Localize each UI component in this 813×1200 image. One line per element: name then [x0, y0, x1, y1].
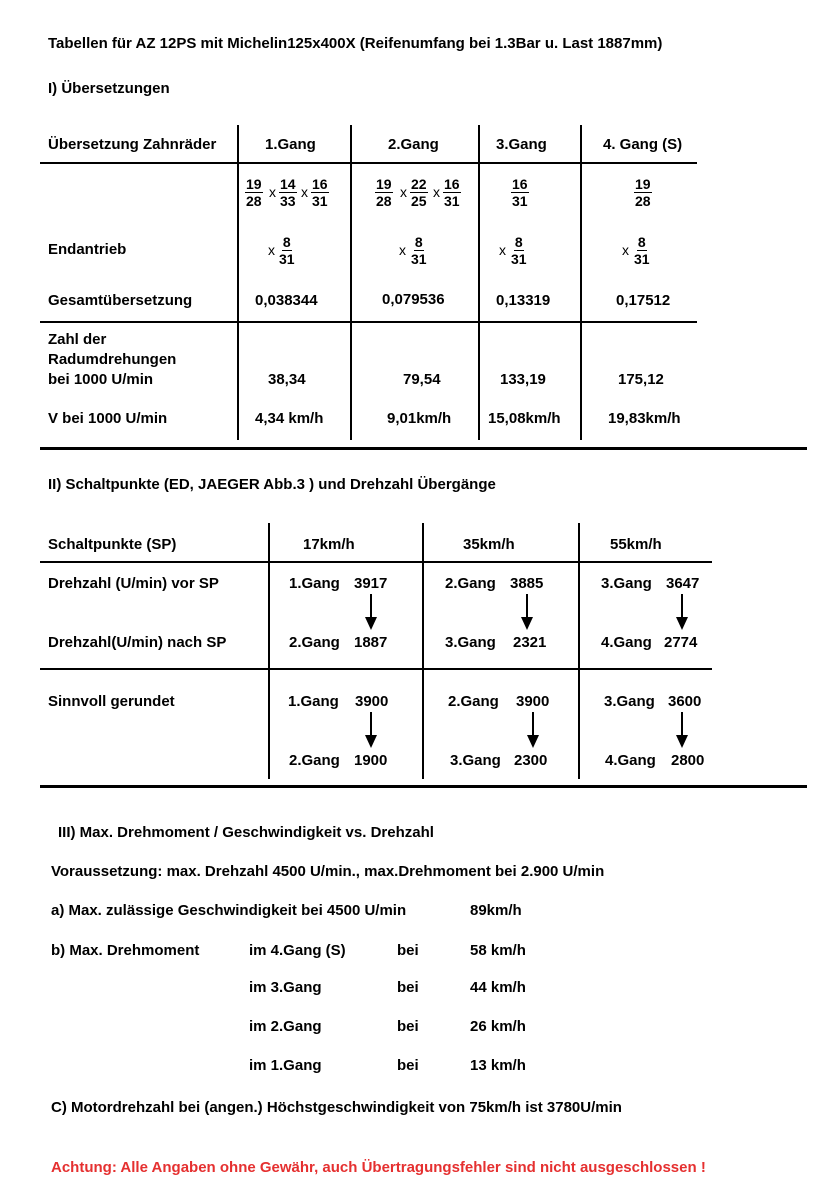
torque-gear: im 3.Gang — [249, 979, 322, 996]
ratio-fraction: $\frac{19}{28}$ — [635, 176, 651, 209]
sp-label: Schaltpunkte (SP) — [48, 536, 177, 553]
vor-gear: 1.Gang — [289, 575, 340, 592]
section-3-heading: III) Max. Drehmoment / Geschwindigkeit vs. Drehzahl — [58, 824, 434, 841]
motor-rpm-text: C) Motordrehzahl bei (angen.) Höchstgeschwindigkeit von 75km/h ist 3780U/min — [51, 1099, 622, 1116]
endantrieb-fraction: $\frac{8}{31}$ — [511, 234, 527, 267]
document-title: Tabellen für AZ 12PS mit Michelin125x400X (Reifenumfang bei 1.3Bar u. Last 1887mm) — [48, 35, 663, 52]
nach-gear: 4.Gang — [601, 634, 652, 651]
rad-value: 133,19 — [500, 371, 546, 388]
v-value: 9,01km/h — [387, 410, 452, 427]
max-speed-label: a) Max. zulässige Geschwindigkeit bei 4500 U/min — [51, 902, 407, 919]
gear-header-4: 4. Gang (S) — [603, 136, 683, 153]
nach-gear: 3.Gang — [445, 634, 496, 651]
shift-arrow — [370, 594, 372, 628]
multiply-sign: x — [622, 242, 629, 258]
disclaimer-warning: Achtung: Alle Angaben ohne Gewähr, auch Übertragungsfehler sind nicht ausgeschlossen ! — [51, 1159, 706, 1176]
v-value: 15,08km/h — [488, 410, 561, 427]
vor-rpm: 3917 — [354, 575, 388, 592]
rad-label-line-1: Zahl der — [48, 331, 107, 348]
table-2-header-rule — [40, 561, 712, 563]
torque-gear: im 1.Gang — [249, 1057, 322, 1074]
shift-arrow — [370, 712, 372, 746]
multiply-sign: x — [499, 242, 506, 258]
table-1-header-rule — [40, 162, 697, 164]
table-2-bottom-rule — [40, 785, 807, 788]
ratio-fraction: $\frac{16}{31}$ — [444, 176, 460, 209]
max-speed-value: 89km/h — [470, 902, 522, 919]
nach-gear: 2.Gang — [289, 634, 340, 651]
table-1-bottom-rule — [40, 447, 807, 450]
ratio-fraction: $\frac{16}{31}$ — [312, 176, 328, 209]
torque-gear: im 4.Gang (S) — [249, 942, 346, 959]
multiply-sign: x — [399, 242, 406, 258]
endantrieb-fraction: $\frac{8}{31}$ — [634, 234, 650, 267]
table-1-mid-rule — [40, 321, 697, 323]
shift-arrow — [681, 594, 683, 628]
gerundet-gear: 3.Gang — [604, 693, 655, 710]
gear-header-1: 1.Gang — [265, 136, 316, 153]
gerundet-gear: 4.Gang — [605, 752, 656, 769]
gerundet-rpm: 3600 — [668, 693, 702, 710]
torque-speed: 26 km/h — [470, 1018, 526, 1035]
torque-gear: im 2.Gang — [249, 1018, 322, 1035]
shift-arrow — [681, 712, 683, 746]
endantrieb-fraction: $\frac{8}{31}$ — [411, 234, 427, 267]
table-1-divider-3 — [478, 125, 480, 440]
gesamt-value: 0,13319 — [496, 292, 551, 309]
v-label: V bei 1000 U/min — [48, 410, 168, 427]
voraussetzung-text: Voraussetzung: max. Drehzahl 4500 U/min., max.Drehmoment bei 2.900 U/min — [51, 863, 605, 880]
gerundet-gear: 3.Gang — [450, 752, 501, 769]
speed-header-3: 55km/h — [610, 536, 662, 553]
max-torque-label: b) Max. Drehmoment — [51, 942, 200, 959]
torque-bei: bei — [397, 979, 419, 996]
nach-label: Drehzahl(U/min) nach SP — [48, 634, 227, 651]
nach-rpm: 1887 — [354, 634, 388, 651]
table-2-mid-rule — [40, 668, 712, 670]
section-2-heading: II) Schaltpunkte (ED, JAEGER Abb.3 ) und Drehzahl Übergänge — [48, 476, 496, 493]
speed-header-1: 17km/h — [303, 536, 355, 553]
table-1-divider-4 — [580, 125, 582, 440]
gerundet-gear: 1.Gang — [288, 693, 339, 710]
gerundet-rpm: 1900 — [354, 752, 388, 769]
v-value: 4,34 km/h — [255, 410, 324, 427]
multiply-sign: x — [301, 184, 308, 200]
vor-label: Drehzahl (U/min) vor SP — [48, 575, 219, 592]
gear-header-3: 3.Gang — [496, 136, 547, 153]
multiply-sign: x — [400, 184, 407, 200]
ratio-fraction: $\frac{14}{33}$ — [280, 176, 296, 209]
gerundet-gear: 2.Gang — [289, 752, 340, 769]
multiply-sign: x — [268, 242, 275, 258]
gesamt-value: 0,079536 — [382, 291, 445, 308]
vor-rpm: 3885 — [510, 575, 544, 592]
rad-label-line-2: Radumdrehungen — [48, 351, 177, 368]
shift-arrow — [526, 594, 528, 628]
v-value: 19,83km/h — [608, 410, 681, 427]
nach-rpm: 2774 — [664, 634, 698, 651]
vor-gear: 2.Gang — [445, 575, 496, 592]
gesamt-label: Gesamtübersetzung — [48, 292, 193, 309]
gerundet-label: Sinnvoll gerundet — [48, 693, 175, 710]
torque-bei: bei — [397, 942, 419, 959]
rad-label-line-3: bei 1000 U/min — [48, 371, 154, 388]
rad-value: 38,34 — [268, 371, 306, 388]
ratio-fraction: $\frac{16}{31}$ — [512, 176, 528, 209]
gerundet-rpm: 2300 — [514, 752, 548, 769]
table-1-divider-2 — [350, 125, 352, 440]
endantrieb-label: Endantrieb — [48, 241, 127, 258]
gerundet-rpm: 3900 — [355, 693, 389, 710]
torque-speed: 44 km/h — [470, 979, 526, 996]
torque-speed: 58 km/h — [470, 942, 526, 959]
speed-header-2: 35km/h — [463, 536, 515, 553]
multiply-sign: x — [433, 184, 440, 200]
ratio-fraction: $\frac{19}{28}$ — [246, 176, 262, 209]
rad-value: 79,54 — [403, 371, 441, 388]
torque-bei: bei — [397, 1057, 419, 1074]
gesamt-value: 0,17512 — [616, 292, 671, 309]
nach-rpm: 2321 — [513, 634, 547, 651]
table-1-divider-1 — [237, 125, 239, 440]
rad-value: 175,12 — [618, 371, 664, 388]
shift-arrow — [532, 712, 534, 746]
torque-speed: 13 km/h — [470, 1057, 526, 1074]
gesamt-value: 0,038344 — [255, 292, 318, 309]
ratio-column-label: Übersetzung Zahnräder — [48, 136, 217, 153]
endantrieb-fraction: $\frac{8}{31}$ — [279, 234, 295, 267]
torque-bei: bei — [397, 1018, 419, 1035]
ratio-fraction: $\frac{19}{28}$ — [376, 176, 392, 209]
gear-header-2: 2.Gang — [388, 136, 439, 153]
gerundet-gear: 2.Gang — [448, 693, 499, 710]
vor-rpm: 3647 — [666, 575, 700, 592]
ratio-fraction: $\frac{22}{25}$ — [411, 176, 427, 209]
vor-gear: 3.Gang — [601, 575, 652, 592]
gerundet-rpm: 2800 — [671, 752, 705, 769]
gerundet-rpm: 3900 — [516, 693, 550, 710]
section-1-heading: I) Übersetzungen — [48, 80, 170, 97]
multiply-sign: x — [269, 184, 276, 200]
